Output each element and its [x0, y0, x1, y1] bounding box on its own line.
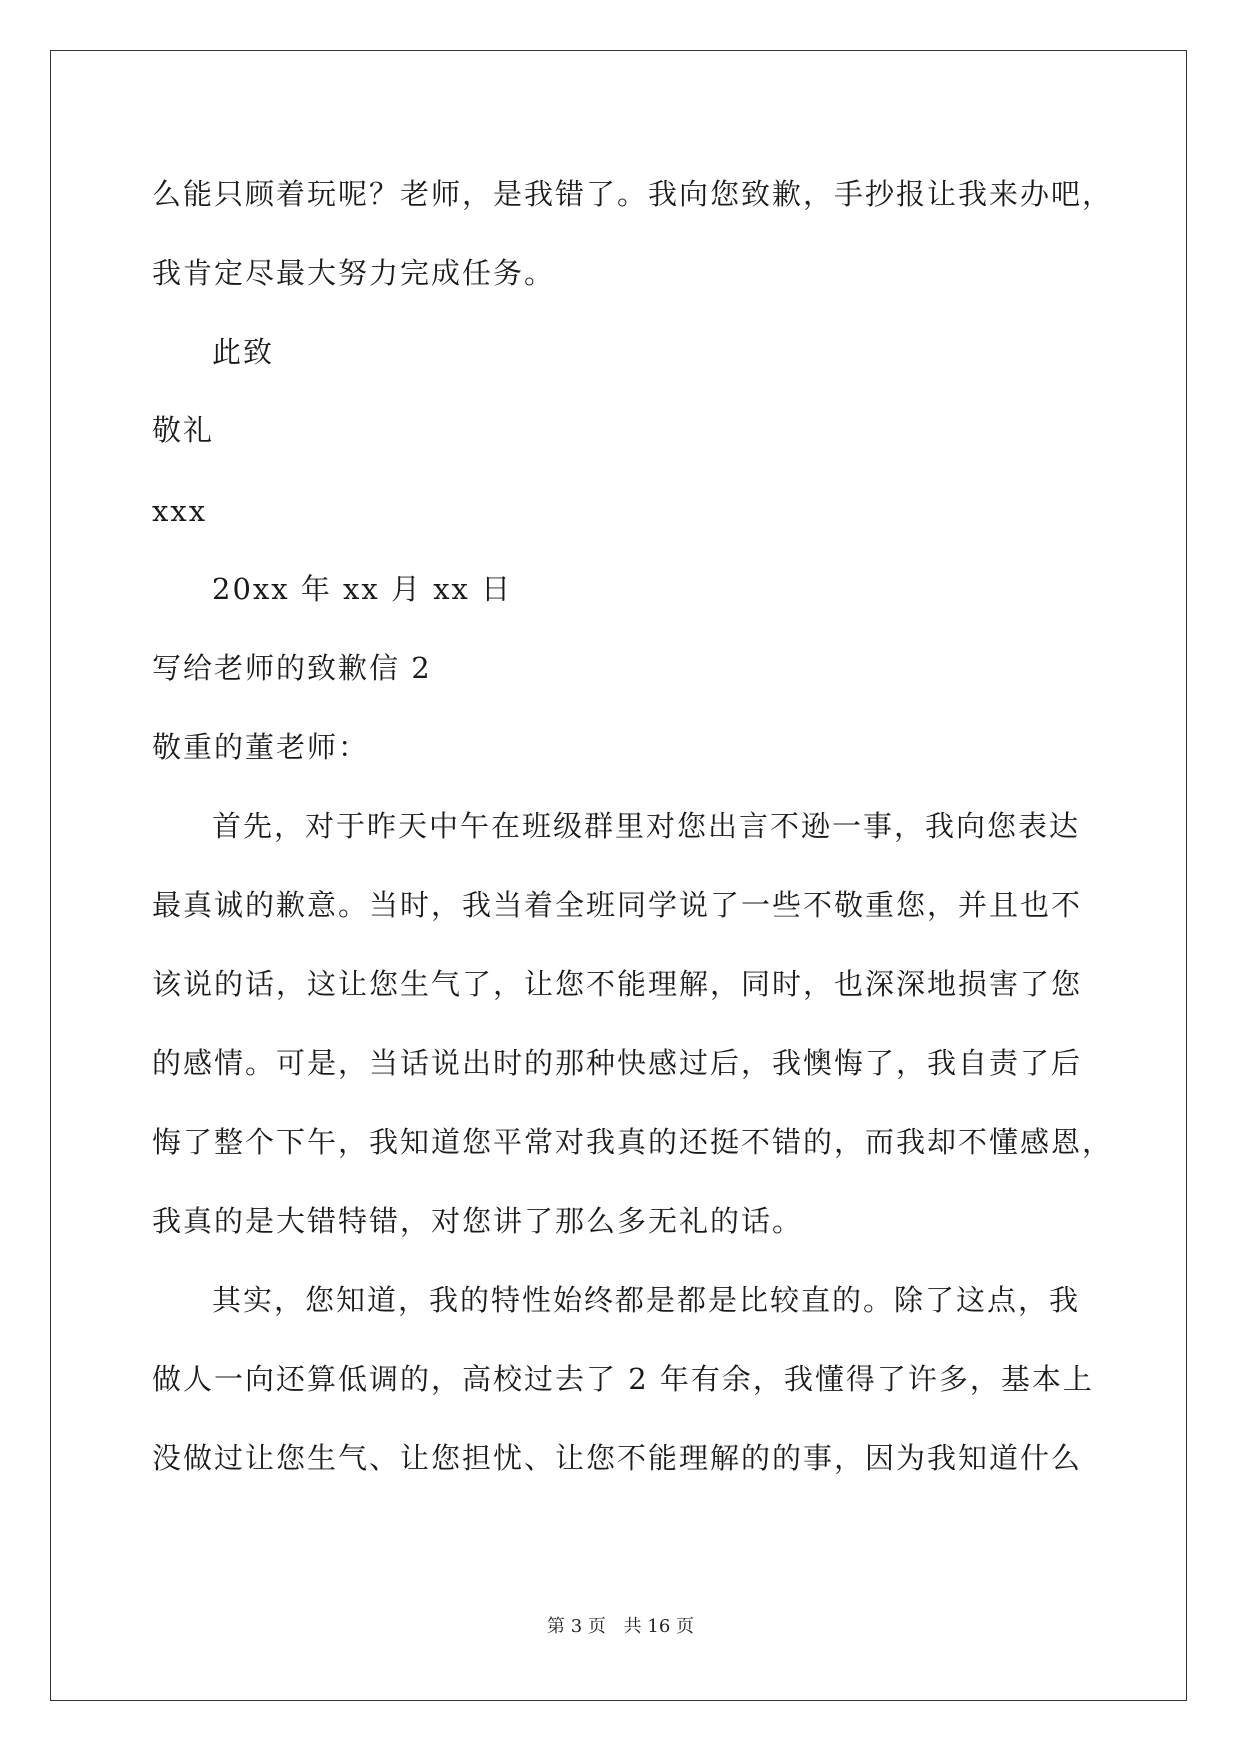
- signature: xxx: [152, 494, 208, 528]
- paragraph-line: 首先，对于昨天中午在班级群里对您出言不逊一事，我向您表达: [212, 809, 1081, 843]
- section-title: 写给老师的致歉信 2: [152, 651, 432, 685]
- paragraph-line: 该说的话，这让您生气了，让您不能理解，同时，也深深地损害了您: [152, 967, 1083, 1001]
- body-line: 么能只顾着玩呢？老师，是我错了。我向您致歉，手抄报让我来办吧，: [152, 177, 1114, 211]
- page-number-current: 第 3 页: [547, 1616, 606, 1637]
- paragraph-line: 我真的是大错特错，对您讲了那么多无礼的话。: [152, 1204, 804, 1238]
- closing-salutation: 此致: [212, 335, 275, 369]
- closing-regards: 敬礼: [152, 413, 215, 447]
- paragraph-line: 的感情。可是，当话说出时的那种快感过后，我懊悔了，我自责了后: [152, 1046, 1083, 1080]
- page-footer: [0, 1615, 1241, 1639]
- date-line: 20xx 年 xx 月 xx 日: [212, 572, 513, 606]
- page-number-total: 共 16 页: [623, 1616, 694, 1637]
- paragraph-line: 悔了整个下午，我知道您平常对我真的还挺不错的，而我却不懂感恩，: [152, 1125, 1114, 1159]
- paragraph-line: 其实，您知道，我的特性始终都是都是比较直的。除了这点，我: [212, 1283, 1081, 1317]
- paragraph-line: 最真诚的歉意。当时，我当着全班同学说了一些不敬重您，并且也不: [152, 888, 1083, 922]
- body-line: 我肯定尽最大努力完成任务。: [152, 256, 556, 290]
- paragraph-line: 做人一向还算低调的，高校过去了 2 年有余，我懂得了许多，基本上: [152, 1362, 1094, 1396]
- greeting: 敬重的董老师：: [152, 730, 370, 764]
- paragraph-line: 没做过让您生气、让您担忧、让您不能理解的的事，因为我知道什么: [152, 1441, 1083, 1475]
